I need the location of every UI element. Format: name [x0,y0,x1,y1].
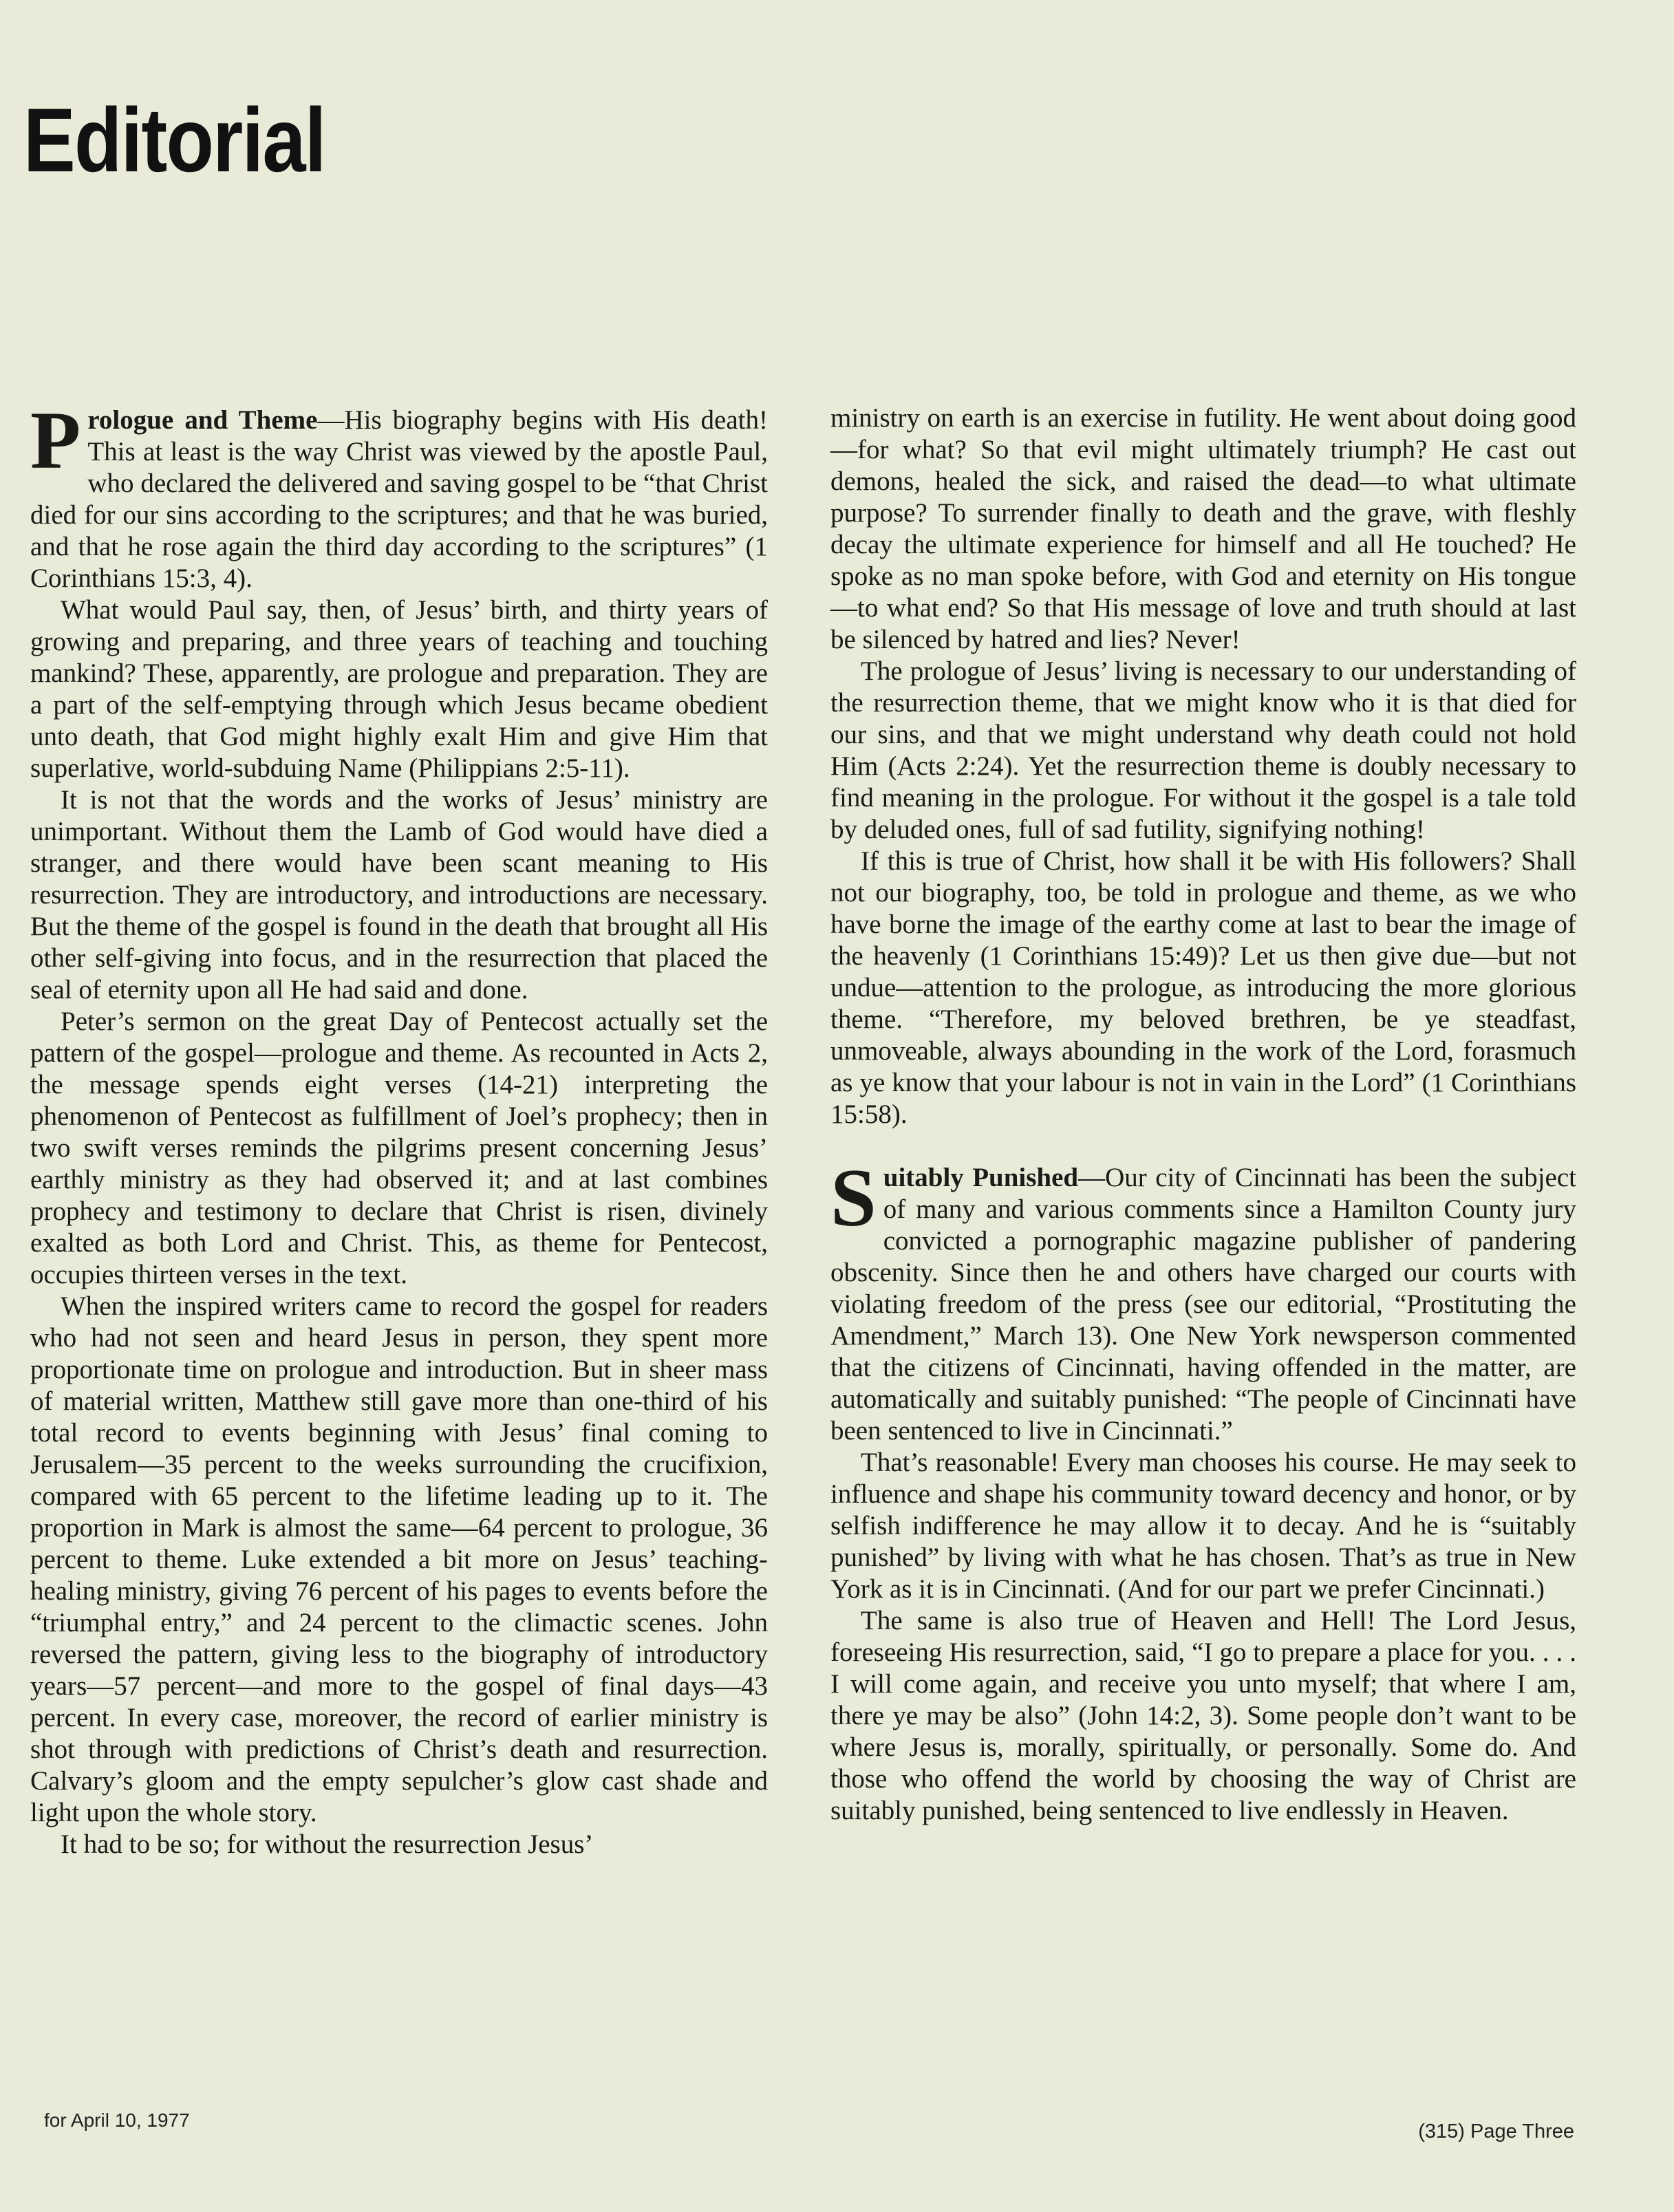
paragraph: Prologue and Theme—His biography begins with His death! This at least is the way Christ was viewed by the apostle Paul, who declared the delivered and saving gospel to be “that Christ died for our sins according to the scriptures; and that he was buried, and that he rose again the third day according to the scriptures” (1 Corinthians 15:3, 4). [30,394,768,593]
paragraph: It is not that the words and the works of Jesus’ ministry are unimportant. Without them the Lamb of God would have died a stranger, and there would have been scant meaning to His resurrection. They are introductory, and introductions are necessary. But the theme of the gospel is found in the death that brought all His other self-giving into focus, and in the resurrection that placed the seal of eternity upon all He had said and done. [30,785,768,1005]
paragraph: What would Paul say, then, of Jesus’ birth, and thirty years of growing and preparing, and three years of teaching and touching mankind? These, apparently, are prologue and preparation. They are a part of the self-emptying through which Jesus became obedient unto death, that God might highly exalt Him and give Him that superlative, world-subduing Name (Philippians 2:5-11). [30,595,768,783]
paragraph: Peter’s sermon on the great Day of Pentecost actually set the pattern of the gospel—prologue and theme. As recounted in Acts 2, the message spends eight verses (14-21) interpreting the phenomenon of Pentecost as fulfillment of Joel’s prophecy; then in two swift verses reminds the pilgrims present concerning Jesus’ earthly ministry as they had observed it; and at last combines prophecy and testimony to declare that Christ is risen, divinely exalted as both Lord and Christ. This, as theme for Pentecost, occupies thirteen verses in the text. [30,1007,768,1289]
paragraph: If this is true of Christ, how shall it be with His followers? Shall not our biography, too, be told in prologue and theme, as we who have borne the image of the earthy come at last to bear the image of the heavenly (1 Corinthians 15:49)? Let us then give due—but not undue—attention to the prologue, as introducing the more glorious theme. “Therefore, my beloved brethren, be ye steadfast, unmoveable, always abounding in the work of the Lord, forasmuch as ye know that your labour is not in vain in the Lord” (1 Corinthians 15:58). [830,846,1576,1129]
paragraph: That’s reasonable! Every man chooses his course. He may seek to influence and shape his community toward decency and honor, or by selfish indifference he may allow it to decay. And he is “suitably punished” by living with what he has chosen. That’s as true in New York as it is in Cincinnati. (And for our part we prefer Cincinnati.) [830,1448,1576,1604]
paragraph: It had to be so; for without the resurrection Jesus’ [61,1829,594,1859]
page-title: Editorial [23,89,325,191]
right-column [830,402,1576,1827]
paragraph: The same is also true of Heaven and Hell! The Lord Jesus, foreseeing His resurrection, said, “I go to prepare a place for you. . . . I will come again, and receive you unto myself; that where I am, there ye may be also” (John 14:2, 3). Some people don’t want to be where Jesus is, morally, spiritually, or personally. Some do. And those who offend the world by choosing the way of Christ are suitably punished, being sentenced to live endlessly in Heaven. [830,1606,1576,1825]
page-number: (315) Page Three [1418,2120,1574,2143]
issue-date: for April 10, 1977 [44,2109,190,2131]
paragraph: ministry on earth is an exercise in futility. He went about doing good—for what? So that evil might ultimately triumph? He cast out demons, healed the sick, and raised the dead—to what ultimate purpose? To surrender finally to death and the grave, with fleshly decay the ultimate experience for himself and all He touched? He spoke as no man spoke before, with God and eternity on His tongue—to what end? So that His message of love and truth should at last be silenced by hatred and lies? Never! [830,403,1576,654]
section-heading: uitably Punished [883,1163,1079,1192]
drop-cap: S [830,1152,877,1243]
paragraph: When the inspired writers came to record the gospel for readers who had not seen and heard Jesus in person, they spent more proportionate time on prologue and introduction. But in sheer mass of material written, Matthew still gave more than one-third of his total record to events beginning with Jesus’ final coming to Jerusalem—35 percent to the weeks surrounding the crucifixion, compared with 65 percent to the lifetime leading up to it. The proportion in Mark is almost the same—64 percent to prologue, 36 percent to theme. Luke extended a bit more on Jesus’ teaching-healing ministry, giving 76 percent of his pages to events before the “triumphal entry,” and 24 percent to the climactic scenes. John reversed the pattern, giving less to the biography of introductory years—57 percent—and more to the gospel of final days—43 percent. In every case, moreover, the record of earlier ministry is shot through with predictions of Christ’s death and resurrection. Calvary’s gloom and the empty sepulcher’s glow cast shade and light upon the whole story. [30,1291,768,1827]
section-divider [830,1130,1576,1162]
left-column [30,394,768,1860]
paragraph: The prologue of Jesus’ living is necessary to our understanding of the resurrection theme, that we might know who it is that died for our sins, and that we might understand why death could not hold Him (Acts 2:24). Yet the resurrection theme is doubly necessary to find meaning in the prologue. For without it the gospel is a tale told by deluded ones, full of sad futility, signifying nothing! [830,656,1576,844]
drop-cap: P [30,394,81,486]
section-heading: rologue and Theme [87,405,318,435]
paragraph: Suitably Punished—Our city of Cincinnati has been the subject of many and various comments since a Hamilton County jury convicted a pornographic magazine publisher of pandering obscenity. Since then he and others have charged our courts with violating freedom of the press (see our editorial, “Prostituting the Amendment,” March 13). One New York newsperson commented that the citizens of Cincinnati, having offended in the matter, are automatically and suitably punished: “The people of Cincinnati have been sentenced to live in Cincinnati.” [830,1152,1576,1446]
